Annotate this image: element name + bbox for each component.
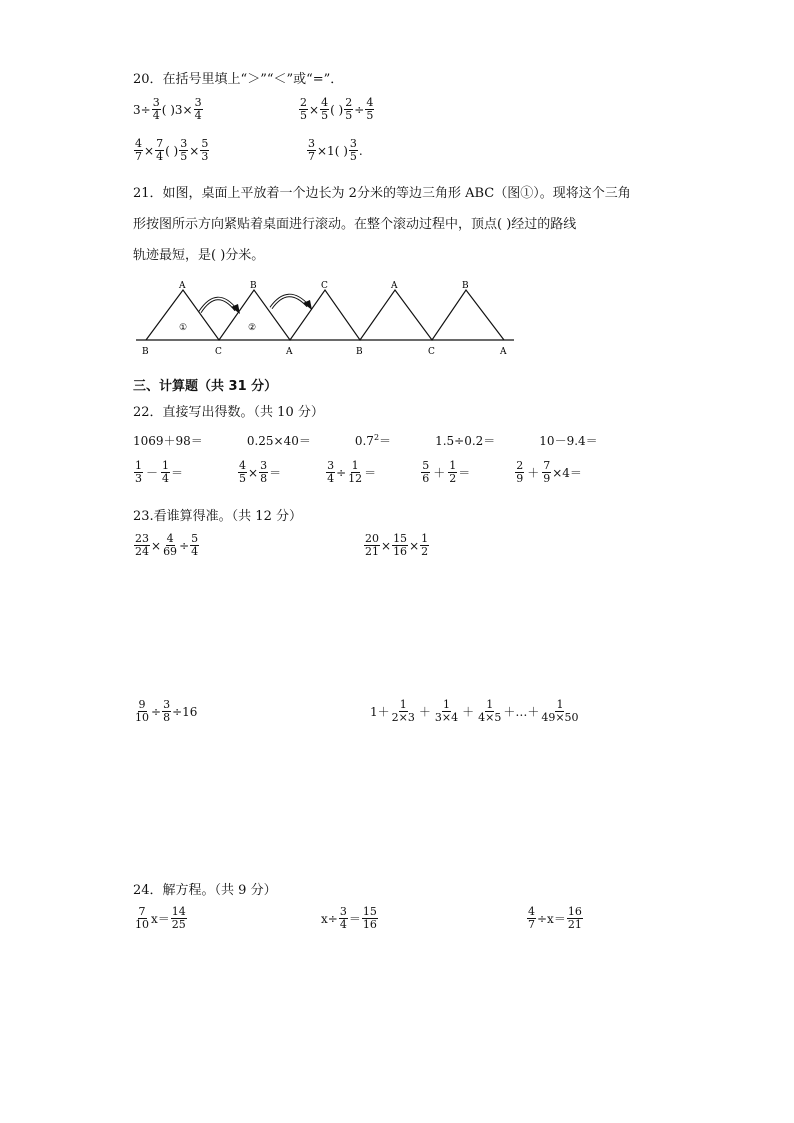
mark-1: ① <box>179 323 188 333</box>
fraction: $\frac{7}{4}$ <box>156 137 164 163</box>
q20-row1-item2[interactable] <box>298 97 375 122</box>
top-label: B <box>462 281 469 291</box>
operator: ×1 <box>317 143 335 158</box>
fraction: $\frac{3}{4}$ <box>152 96 160 122</box>
answer-blank[interactable]: ( ) <box>330 102 344 117</box>
oral-calc: $\frac{5}{6}$ ＋ $\frac{1}{2}$ ＝ <box>422 459 471 485</box>
triangle-outlines <box>146 290 504 340</box>
oral-calc: $\frac{4}{5}$ × $\frac{3}{8}$ ＝ <box>239 459 282 485</box>
number: 3 <box>133 102 141 117</box>
top-label: B <box>250 281 257 291</box>
bottom-label: B <box>356 347 363 357</box>
oral-calc: 10－9.4＝ <box>539 434 598 448</box>
fraction: $\frac{3}{5}$ <box>180 137 188 163</box>
q22-row1 <box>133 432 598 449</box>
mark-2: ② <box>248 323 257 333</box>
period: . <box>358 143 363 158</box>
top-label: A <box>391 281 398 291</box>
q21-line3: 轨迹最短，是( )分米。 <box>133 248 265 263</box>
answer-blank[interactable]: ( ) <box>165 143 179 158</box>
fraction: $\frac{4}{5}$ <box>366 96 374 122</box>
answer-blank[interactable]: ( ) <box>161 102 175 117</box>
fraction: $\frac{3}{5}$ <box>349 137 357 163</box>
operator: × <box>182 102 193 117</box>
operator: × <box>309 102 320 117</box>
operator: × <box>144 143 155 158</box>
rolling-triangle-figure <box>130 278 520 360</box>
q23-expr-4: 1＋ $\frac{1}{2\times 3}$ ＋ $\frac{1}{3\times 4}$ ＋ $\frac{1}{4\times 5}$ ＋…＋ $\frac{1}{49\times 50}$ <box>370 698 579 724</box>
fraction: $\frac{2}{5}$ <box>300 96 307 122</box>
fraction: $\frac{4}{7}$ <box>135 137 142 163</box>
q23-title: 23.看谁算得准。（共 12 分） <box>133 509 302 524</box>
fraction: $\frac{3}{7}$ <box>308 137 315 163</box>
q21-line1: 21．如图，桌面上平放着一个边长为 2分米的等边三角形 ABC（图①）。现将这个三角 <box>133 186 631 201</box>
oral-calc: $\frac{3}{4}$ ÷ $\frac{1}{12}$ ＝ <box>327 459 377 485</box>
oral-calc: $\frac{1}{3}$ － $\frac{1}{4}$ ＝ <box>135 459 184 485</box>
bottom-label: B <box>142 347 149 357</box>
q22-title: 22．直接写出得数。（共 10 分） <box>133 405 324 420</box>
q24-equation-1: $\frac{7}{10}$ x＝ $\frac{14}{25}$ <box>135 905 186 931</box>
top-label: C <box>321 281 328 291</box>
operator: × <box>189 143 200 158</box>
bottom-label: C <box>215 347 222 357</box>
oral-calc: $0.7^2=$ <box>354 433 392 448</box>
q23-expr-2: $\frac{20}{21}$ × $\frac{15}{16}$ × $\frac{1}{2}$ <box>365 532 429 558</box>
section-heading: 三、计算题（共 31 分） <box>133 379 278 394</box>
bottom-label: C <box>428 347 435 357</box>
operator: ÷ <box>140 102 151 117</box>
q23-expr-1: $\frac{23}{24}$ × $\frac{4}{69}$ ÷ $\frac{5}{4}$ <box>135 532 199 558</box>
q20-title: 20．在括号里填上“＞”“＜”或“=”． <box>133 72 344 87</box>
q20-row2-item1[interactable] <box>133 138 210 163</box>
q24-equation-3: $\frac{4}{7}$ ÷x＝ $\frac{16}{21}$ <box>528 905 582 931</box>
q24-title: 24．解方程。（共 9 分） <box>133 883 277 898</box>
q20-row2-item2[interactable] <box>306 138 363 163</box>
operator: ÷ <box>354 102 365 117</box>
oral-calc: 0.25×40＝ <box>246 434 311 448</box>
fraction: $\frac{3}{4}$ <box>194 96 202 122</box>
oral-calc: 1.5÷0.2＝ <box>435 434 496 448</box>
oral-calc: 1069＋98＝ <box>133 434 203 448</box>
fraction: $\frac{5}{3}$ <box>201 137 209 163</box>
answer-blank[interactable]: ( ) <box>334 143 348 158</box>
bottom-label: A <box>286 347 293 357</box>
q24-equation-2: x÷ $\frac{3}{4}$ ＝ $\frac{15}{16}$ <box>321 905 377 931</box>
q21-line2: 形按图所示方向紧贴着桌面进行滚动。在整个滚动过程中，顶点( )经过的路线 <box>133 217 577 232</box>
q23-expr-3: $\frac{9}{10}$ ÷ $\frac{3}{8}$ ÷16 <box>135 698 198 724</box>
top-label: A <box>179 281 186 291</box>
number: 3 <box>174 102 183 117</box>
fraction: $\frac{2}{5}$ <box>345 96 353 122</box>
fraction: $\frac{4}{5}$ <box>321 96 329 122</box>
bottom-label: A <box>500 347 507 357</box>
oral-calc: $\frac{2}{9}$ ＋ $\frac{7}{9}$ ×4＝ <box>516 459 582 485</box>
q22-row2 <box>133 460 582 485</box>
q20-row1-item1[interactable] <box>133 97 204 122</box>
